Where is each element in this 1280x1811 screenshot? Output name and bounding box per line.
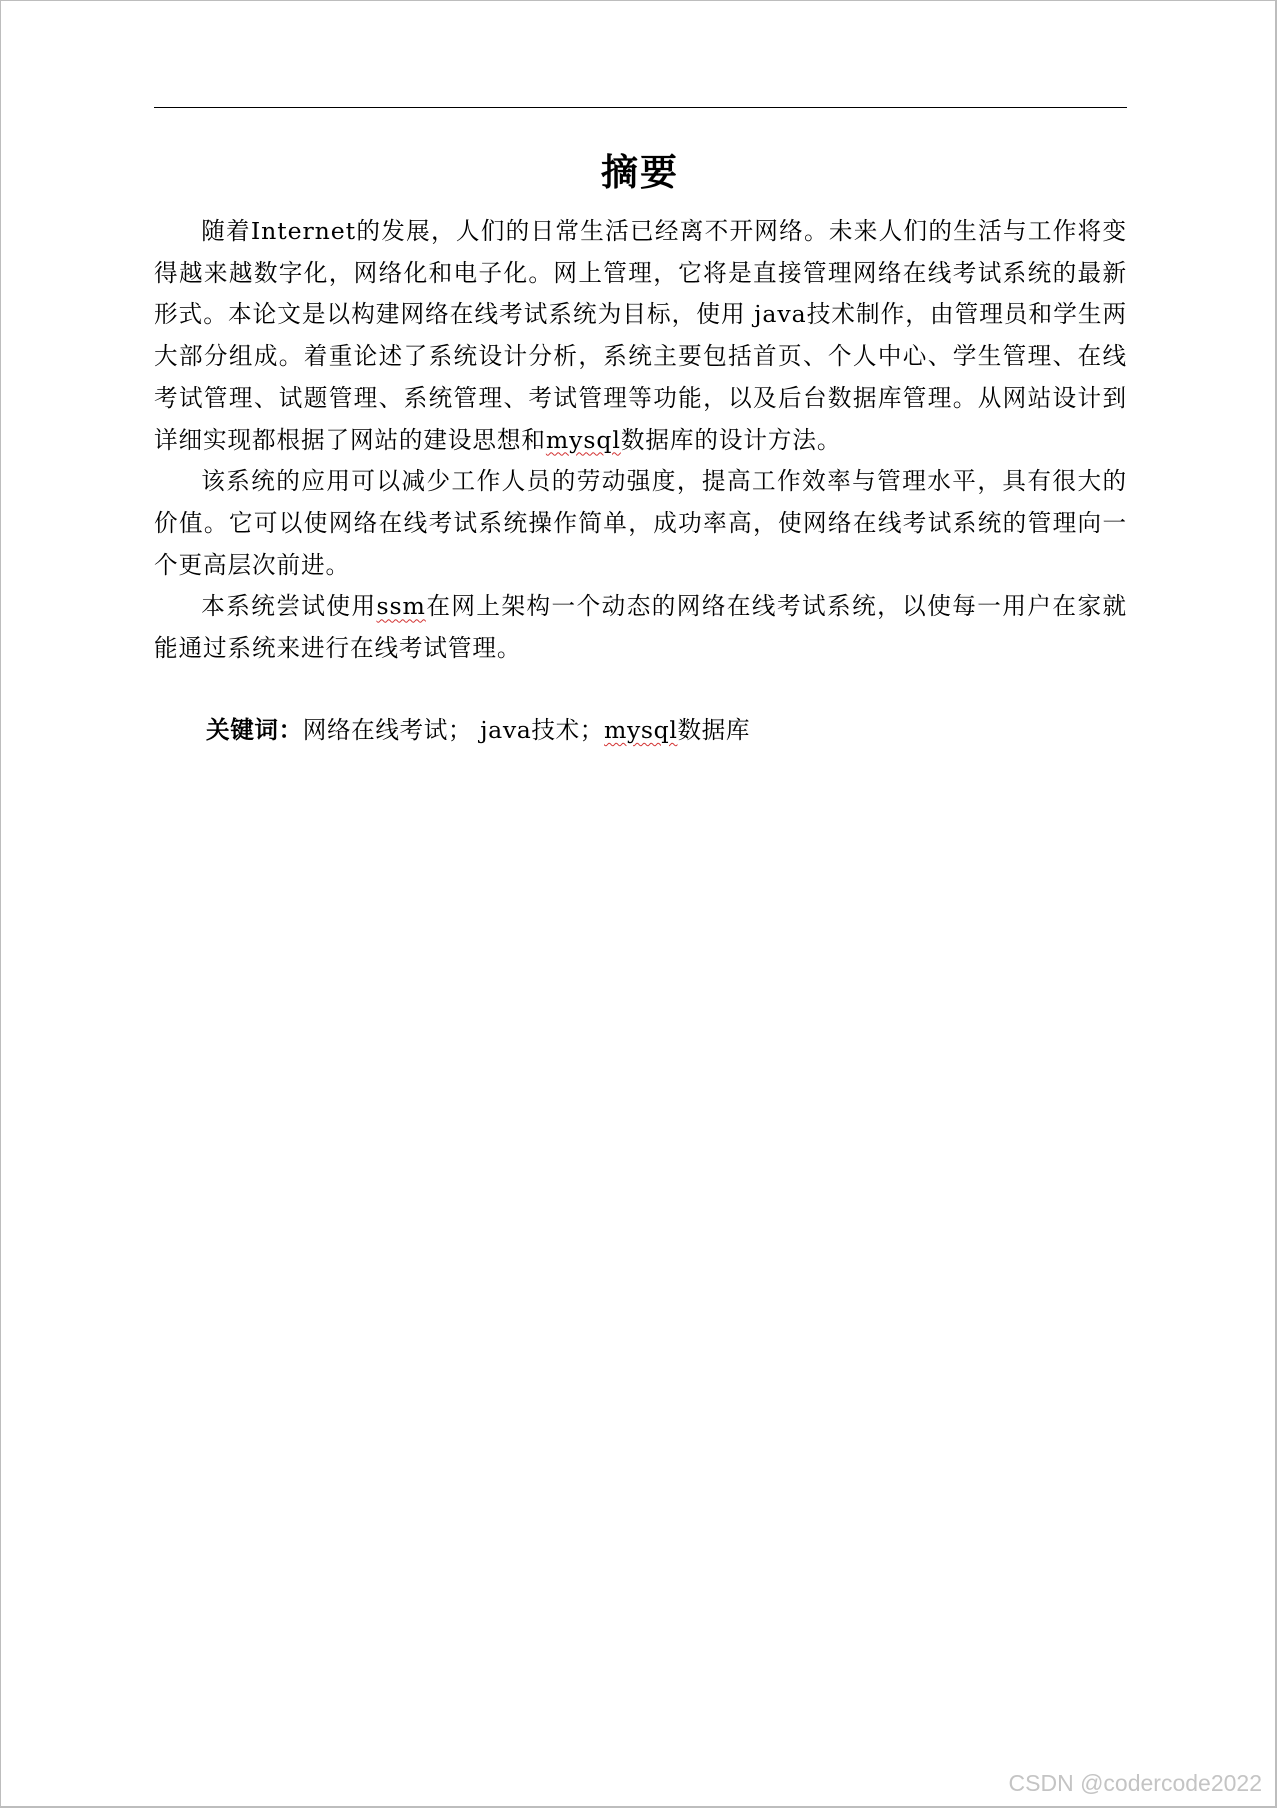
paragraph-text: 本系统尝试使用: [201, 592, 377, 621]
spellcheck-term: ssm: [376, 592, 426, 621]
abstract-body: [154, 211, 1127, 670]
header-rule: [154, 107, 1127, 108]
paragraph-3: [154, 586, 1127, 669]
paragraph-1: [154, 211, 1127, 461]
keywords-mysql: mysql: [604, 716, 678, 744]
paragraph-text: 该系统的应用可以减少工作人员的劳动强度，提高工作效率与管理水平，具有很大的价值。它可以使网络在线考试系统操作简单，成功率高，使网络在线考试系统的管理向一个更高层次前进。: [154, 467, 1127, 579]
abstract-title: 摘要: [601, 151, 679, 194]
spellcheck-term: mysql: [545, 425, 621, 454]
paragraph-2: [154, 461, 1127, 586]
keywords-line: [206, 710, 1106, 750]
csdn-watermark: CSDN @codercode2022: [1008, 1770, 1262, 1796]
paragraph-text: 随着Internet的发展，人们的日常生活已经离不开网络。未来人们的生活与工作将变得越来越数字化，网络化和电子化。网上管理，它将是直接管理网络在线考试系统的最新形式。本论文是以构建网络在线考试系统为目标，使用 java技术制作，由管理员和学生两大部分组成。着重论述了系统设计分析，系统主要包括首页、个人中心、学生管理、在线考试管理、试题管理、系统管理、考试管理等功能，以及后台数据库管理。从网站设计到详细实现都根据了网站的建设思想和: [154, 217, 1127, 454]
paragraph-text: 在网上架构一个动态的网络在线考试系统，以使每一用户在家就能通过系统来进行在线考试管理。: [154, 592, 1127, 663]
keywords-label: 关键词：: [206, 716, 303, 744]
keywords-part1: 网络在线考试； java技术；: [302, 716, 604, 744]
paragraph-text: 数据库的设计方法。: [620, 425, 842, 454]
keywords-part3: 数据库: [677, 716, 751, 744]
